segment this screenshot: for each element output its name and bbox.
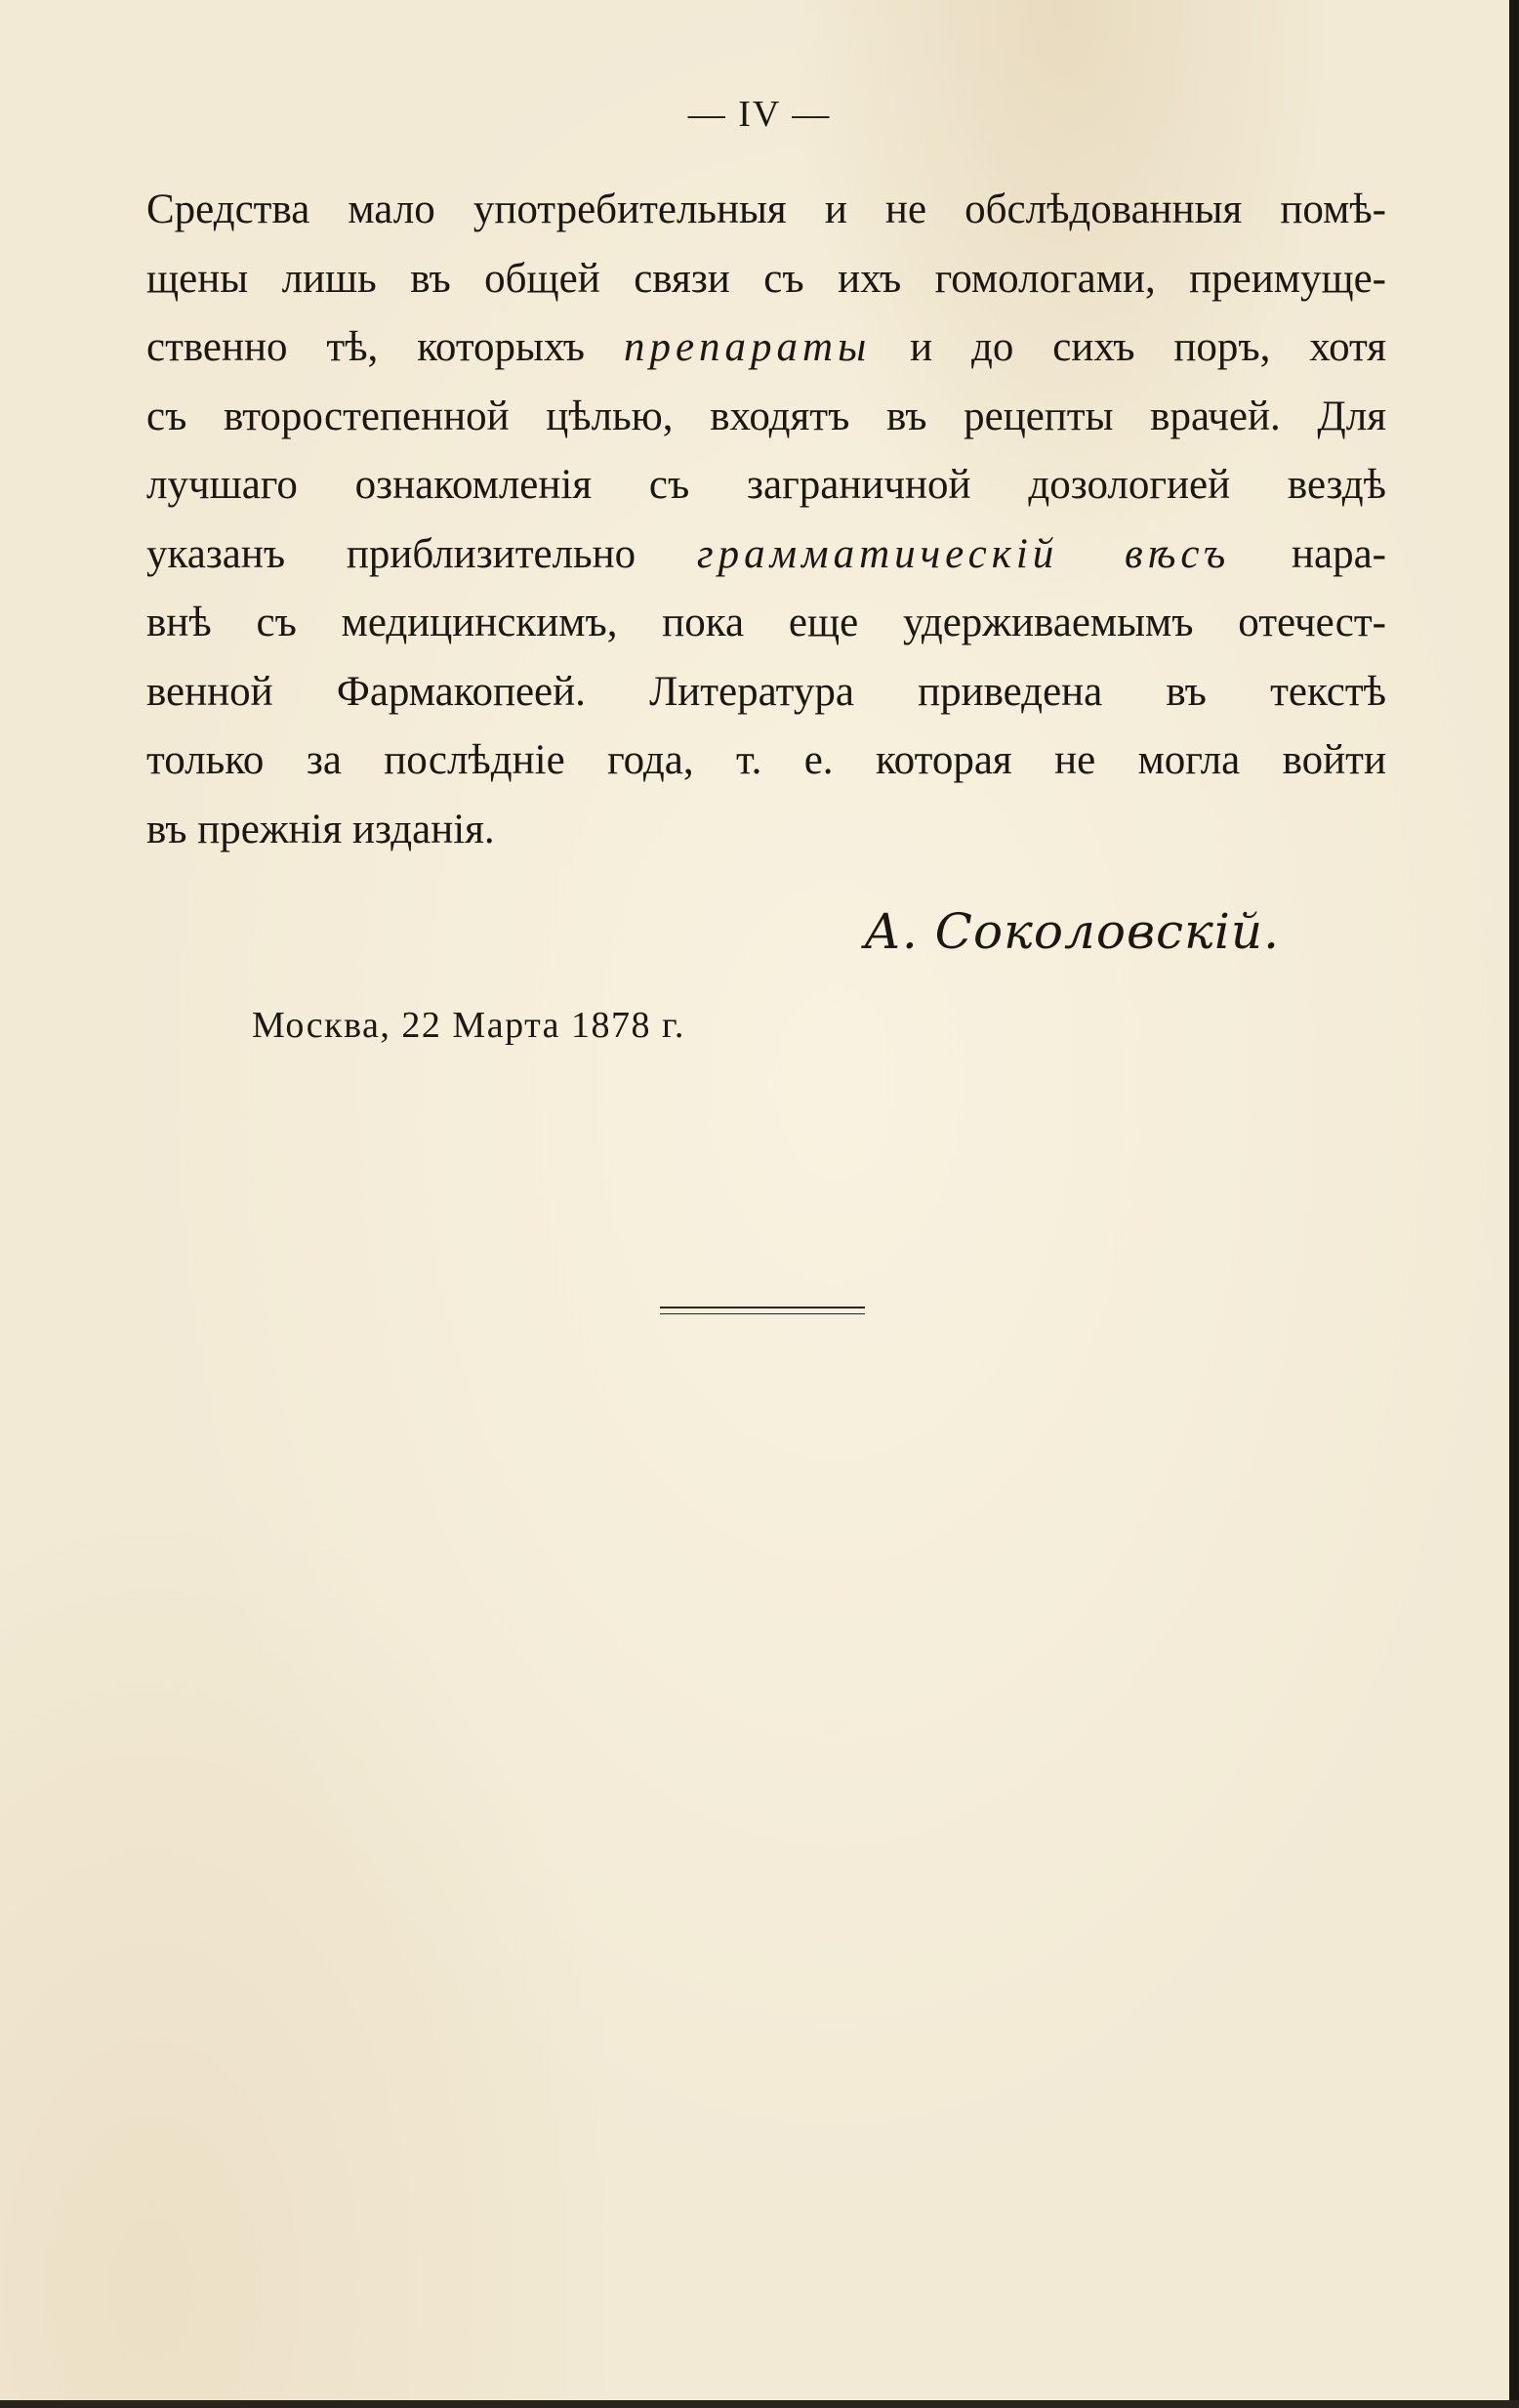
page-edge-right [1509,0,1519,2408]
dateline: Москва, 22 Марта 1878 г. [252,1005,685,1046]
emphasized-term: грамматическій вѣсъ [696,530,1231,577]
text-line: въ прежнія изданія. [146,806,495,852]
text-run: нара- [1291,530,1386,577]
text-line: съ второстепенной цѣлью, входятъ въ рецепты врачей. Для [146,393,1386,439]
text-run: ственно тѣ, которыхъ [146,324,586,370]
text-line [146,520,1386,590]
page-number: — IV — [687,94,832,135]
section-divider [660,1307,865,1308]
text-line: щены лишь въ общей связи съ ихъ гомологами, преимуще- [146,255,1386,302]
text-run: и до сихъ поръ, хотя [910,324,1387,370]
text-run: указанъ приблизительно [146,530,636,577]
text-line: Средства мало употребительныя и не обслѣдованныя помѣ- [146,187,1386,232]
emphasized-term: препараты [623,324,872,370]
page-edge-bottom [0,2400,1519,2408]
author-signature: А. Соколовскій. [864,903,1280,960]
text-line: внѣ съ медицинскимъ, пока еще удерживаемымъ отечест- [146,600,1386,645]
text-line: лучшаго ознакомленія съ заграничной дозологией вездѣ [146,462,1386,508]
text-line: только за послѣдніе года, т. е. которая не могла войти [146,737,1386,783]
section-divider-thin [660,1313,865,1314]
text-line: венной Фармакопеей. Литература приведена въ текстѣ [146,668,1386,715]
text-line [146,313,1386,383]
preface-paragraph [146,176,1386,864]
